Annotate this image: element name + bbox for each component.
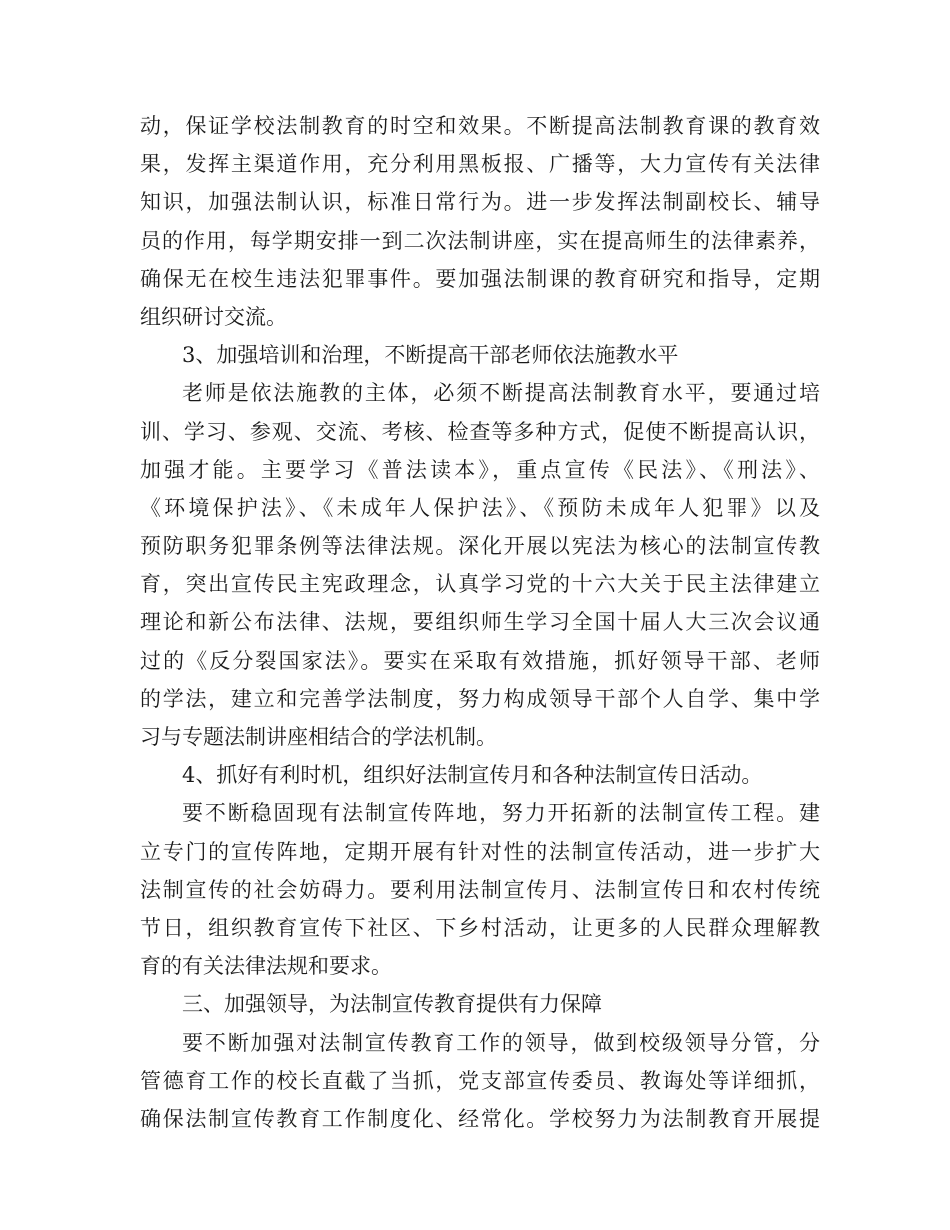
- text-line: 习与专题法制讲座相结合的学法机制。: [140, 725, 497, 749]
- text-line: 立专门的宣传阵地，定期开展有针对性的法制宣传活动，进一步扩大: [140, 839, 820, 864]
- text-line: 老师是依法施教的主体，必须不断提高法制教育水平，要通过培: [182, 381, 820, 406]
- text-line: 果，发挥主渠道作用，充分利用黑板报、广播等，大力宣传有关法律: [140, 152, 820, 177]
- text-line: 的学法，建立和完善学法制度，努力构成领导干部个人自学、集中学: [140, 686, 820, 711]
- text-line: 动，保证学校法制教育的时空和效果。不断提高法制教育课的教育效: [140, 114, 820, 138]
- section-heading: 4、抓好有利时机，组织好法制宣传月和各种法制宣传日活动。: [182, 763, 763, 788]
- text-line: 过的《反分裂国家法》。要实在采取有效措施，抓好领导干部、老师: [140, 648, 820, 673]
- text-line: 法制宣传的社会妨碍力。要利用法制宣传月、法制宣传日和农村传统: [140, 877, 820, 902]
- text-line: 预防职务犯罪条例等法律法规。深化开展以宪法为核心的法制宣传教: [140, 534, 820, 559]
- text-line: 育的有关法律法规和要求。: [140, 954, 392, 979]
- text-line: 管德育工作的校长直截了当抓，党支部宣传委员、教诲处等详细抓，: [140, 1068, 820, 1093]
- text-line: 《环境保护法》、《未成年人保护法》、《预防未成年人犯罪》以及: [140, 495, 820, 520]
- section-heading: 三、加强领导，为法制宣传教育提供有力保障: [182, 992, 602, 1017]
- text-line: 要不断稳固现有法制宣传阵地，努力开拓新的法制宣传工程。建: [182, 801, 820, 826]
- text-line: 组织研讨交流。: [140, 304, 287, 329]
- text-line: 确保无在校生违法犯罪事件。要加强法制课的教育研究和指导，定期: [140, 266, 820, 291]
- text-line: 确保法制宣传教育工作制度化、经常化。学校努力为法制教育开展提: [140, 1106, 820, 1131]
- text-line: 训、学习、参观、交流、考核、检查等多种方式，促使不断提高认识，: [140, 419, 820, 444]
- text-line: 加强才能。主要学习《普法读本》，重点宣传《民法》、《刑法》、: [140, 457, 820, 482]
- section-heading: 3、加强培训和治理，不断提高干部老师依法施教水平: [182, 343, 679, 368]
- text-line: 节日，组织教育宣传下社区、下乡村活动，让更多的人民群众理解教: [140, 915, 820, 940]
- text-line: 知识，加强法制认识，标准日常行为。进一步发挥法制副校长、辅导: [140, 190, 820, 215]
- text-line: 员的作用，每学期安排一到二次法制讲座，实在提高师生的法律素养，: [140, 228, 820, 253]
- document-body: [140, 107, 820, 1138]
- text-line: 要不断加强对法制宣传教育工作的领导，做到校级领导分管，分: [182, 1030, 820, 1055]
- text-line: 理论和新公布法律、法规，要组织师生学习全国十届人大三次会议通: [140, 610, 820, 635]
- text-line: 育，突出宣传民主宪政理念，认真学习党的十六大关于民主法律建立: [140, 572, 820, 597]
